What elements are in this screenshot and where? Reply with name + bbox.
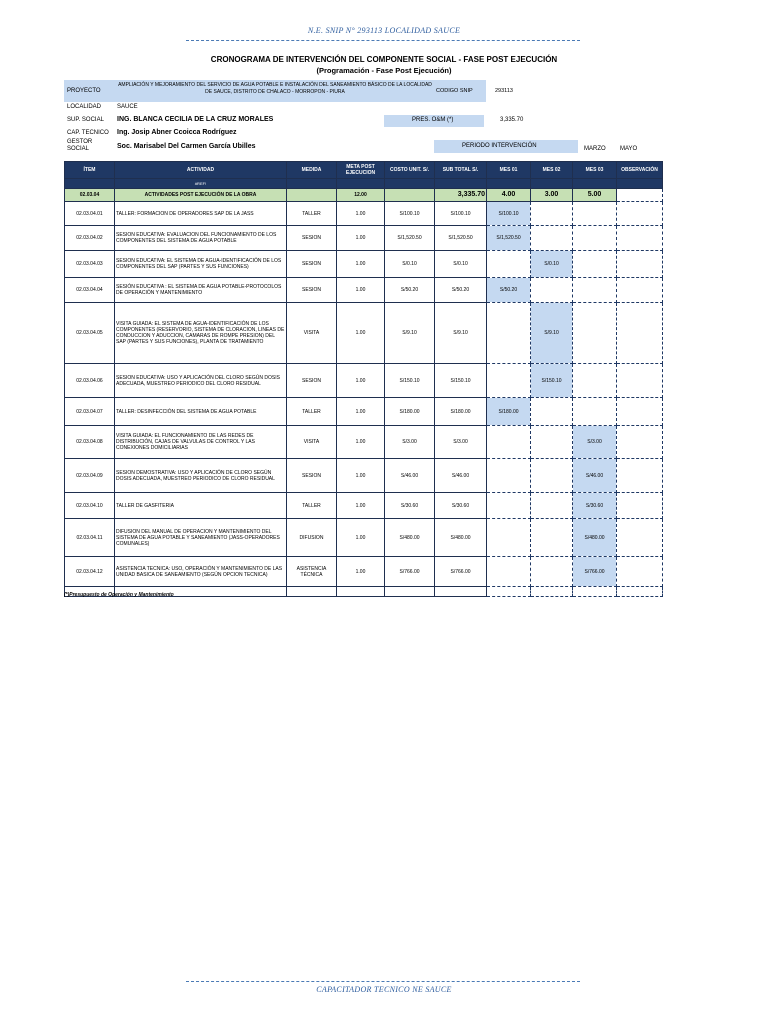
observation-cell: [617, 398, 663, 426]
subtotal: S/46.00: [435, 459, 487, 493]
footnote: (*)Presupuesto de Operación y Mantenimiento: [64, 592, 174, 598]
mes3-cell: S/480.00: [573, 519, 617, 557]
summary-meta: 12.00: [337, 189, 385, 202]
measure: SESION: [287, 251, 337, 278]
mes2-cell: [531, 226, 573, 251]
summary-activity: ACTIVIDADES POST EJECUCIÓN DE LA OBRA: [115, 189, 287, 202]
measure: TALLER: [287, 202, 337, 226]
column-header: MES 02: [531, 162, 573, 179]
unit-cost: S/150.10: [385, 364, 435, 398]
unit-cost: S/1,520.50: [385, 226, 435, 251]
unit-cost: S/0.10: [385, 251, 435, 278]
subtotal: S/0.10: [435, 251, 487, 278]
measure: SESION: [287, 226, 337, 251]
sup-label: SUP. SOCIAL: [67, 117, 104, 123]
mes1-cell: S/50.20: [487, 278, 531, 303]
summary-item: 02.03.04: [65, 189, 115, 202]
ref-cell: [617, 179, 663, 189]
activity-description: ASISTENCIA TECNICA: USO, OPERACIÓN Y MANTENIMIENTO DE LAS UNIDAD BASICA DE SANEAMIENTO (SEGÚN OPCION TECNICA): [115, 557, 287, 587]
summary-mes2: 3.00: [531, 189, 573, 202]
measure: SESION: [287, 278, 337, 303]
mes1-cell: [487, 519, 531, 557]
activity-description: TALLER DE GASFITERIA: [115, 493, 287, 519]
column-header: ACTIVIDAD: [115, 162, 287, 179]
unit-cost: S/100.10: [385, 202, 435, 226]
ref-cell: [385, 179, 435, 189]
subtotal: S/480.00: [435, 519, 487, 557]
measure: SESION: [287, 459, 337, 493]
measure: VISITA: [287, 303, 337, 364]
mes1-cell: [487, 303, 531, 364]
empty-cell: [337, 587, 385, 597]
periodo-label: PERIODO INTERVENCIÓN: [462, 143, 537, 149]
activity-description: TALLER: DESINFECCIÓN DEL SISTEMA DE AGUA POTABLE: [115, 398, 287, 426]
summary-row: [65, 189, 663, 202]
table-row: [65, 426, 663, 459]
mes2-cell: [531, 278, 573, 303]
table-row: [65, 398, 663, 426]
codigo-value: 293113: [495, 88, 513, 94]
table-row: [65, 557, 663, 587]
mes1-cell: S/180.00: [487, 398, 531, 426]
subtotal: S/100.10: [435, 202, 487, 226]
cap-label: CAP. TECNICO: [67, 130, 109, 136]
mes1-cell: S/100.10: [487, 202, 531, 226]
document-title: CRONOGRAMA DE INTERVENCIÓN DEL COMPONENTE SOCIAL - FASE POST EJECUCIÓN: [210, 55, 558, 64]
empty-cell: [531, 587, 573, 597]
item-code: 02.03.04.05: [65, 303, 115, 364]
mes1-cell: [487, 251, 531, 278]
mes3-cell: [573, 251, 617, 278]
meta-value: 1.00: [337, 398, 385, 426]
empty-cell: [385, 587, 435, 597]
subtotal: S/180.00: [435, 398, 487, 426]
summary-observacion: [617, 189, 663, 202]
unit-cost: S/480.00: [385, 519, 435, 557]
table-row: [65, 202, 663, 226]
activity-description: TALLER: FORMACION DE OPERADORES SAP DE LA JASS: [115, 202, 287, 226]
meta-value: 1.00: [337, 251, 385, 278]
ref-cell: [287, 179, 337, 189]
column-header: MES 01: [487, 162, 531, 179]
table-row: [65, 251, 663, 278]
column-header: META POST EJECUCION: [337, 162, 385, 179]
ref-cell: [435, 179, 487, 189]
subtotal: S/766.00: [435, 557, 487, 587]
item-code: 02.03.04.08: [65, 426, 115, 459]
mes1-cell: [487, 459, 531, 493]
summary-costo: [385, 189, 435, 202]
mes2-cell: [531, 459, 573, 493]
snip-header: N.E. SNIP N° 293113 LOCALIDAD SAUCE: [307, 26, 461, 35]
ref-cell: [337, 179, 385, 189]
unit-cost: S/46.00: [385, 459, 435, 493]
observation-cell: [617, 459, 663, 493]
observation-cell: [617, 493, 663, 519]
table-row: [65, 226, 663, 251]
item-code: 02.03.04.02: [65, 226, 115, 251]
meta-value: 1.00: [337, 493, 385, 519]
mes2-cell: [531, 493, 573, 519]
meta-value: 1.00: [337, 202, 385, 226]
subtotal: S/150.10: [435, 364, 487, 398]
observation-cell: [617, 426, 663, 459]
item-code: 02.03.04.01: [65, 202, 115, 226]
footer-text: CAPACITADOR TECNICO NE SAUCE: [316, 985, 452, 994]
activity-description: VISITA GUIADA: EL FUNCIONAMIENTO DE LAS REDES DE DISTRIBUCIÓN, CAJAS DE VALVULAS DE CONTROL Y LAS CONEXIONES DOMICILIARIAS: [115, 426, 287, 459]
subtotal: S/30.60: [435, 493, 487, 519]
mes2-cell: S/150.10: [531, 364, 573, 398]
ref-error-text: #REF!: [115, 179, 287, 189]
activity-description: SESION EDUCATIVA: EVALUACION DEL FUNCIONAMIENTO DE LOS COMPONENTES DEL SISTEMA DE AGUA POTABLE: [115, 226, 287, 251]
periodo-start: MARZO: [584, 146, 606, 152]
column-header: ÍTEM: [65, 162, 115, 179]
codigo-label: CODIGO SNIP: [436, 88, 473, 94]
proyecto-value: AMPLIACIÓN Y MEJORAMIENTO DEL SERVICIO DE AGUA POTABLE E INSTALACIÓN DEL SANEAMIENTO BÁSICO DE LA LOCALIDAD DE SAUCE, DISTRITO DE CHALACO - MORROPON - PIURA: [118, 82, 432, 95]
summary-medida: [287, 189, 337, 202]
meta-value: 1.00: [337, 557, 385, 587]
observation-cell: [617, 303, 663, 364]
table-row: [65, 493, 663, 519]
observation-cell: [617, 226, 663, 251]
item-code: 02.03.04.03: [65, 251, 115, 278]
table-row: [65, 519, 663, 557]
activity-description: VISITA GUIADA: EL SISTEMA DE AGUA-IDENTIFICACIÓN DE LOS COMPONENTES (RESERVORIO, SISTEMA DE CLORACION, LINEAS DE CONDUCCION Y ADUCCION, CAMARAS DE ROMPE PRESION) DEL SAP (PARTES Y SUS FUNCIONES), PLANTA DE TRATAMIENTO: [115, 303, 287, 364]
header-divider: [186, 40, 580, 41]
item-code: 02.03.04.04: [65, 278, 115, 303]
mes3-cell: [573, 303, 617, 364]
summary-mes3: 5.00: [573, 189, 617, 202]
localidad-label: LOCALIDAD: [67, 104, 102, 110]
activity-description: SESION EDUCATIVA: EL SISTEMA DE AGUA-IDENTIFICACIÓN DE LOS COMPONENTES DEL SAP (PARTES Y SUS FUNCIONES): [115, 251, 287, 278]
unit-cost: S/9.10: [385, 303, 435, 364]
mes1-cell: [487, 557, 531, 587]
meta-value: 1.00: [337, 278, 385, 303]
meta-value: 1.00: [337, 459, 385, 493]
mes2-cell: [531, 519, 573, 557]
ref-cell: [573, 179, 617, 189]
observation-cell: [617, 557, 663, 587]
footer-divider: [186, 981, 580, 982]
summary-subtotal: 3,335.70: [435, 189, 487, 202]
mes3-cell: [573, 202, 617, 226]
mes3-cell: [573, 364, 617, 398]
unit-cost: S/766.00: [385, 557, 435, 587]
observation-cell: [617, 278, 663, 303]
unit-cost: S/180.00: [385, 398, 435, 426]
localidad-value: SAUCE: [117, 104, 138, 110]
summary-mes1: 4.00: [487, 189, 531, 202]
ref-cell: [487, 179, 531, 189]
mes3-cell: S/46.00: [573, 459, 617, 493]
meta-value: 1.00: [337, 226, 385, 251]
column-header: COSTO UNIT. S/.: [385, 162, 435, 179]
measure: ASISTENCIA TÉCNICA: [287, 557, 337, 587]
mes3-cell: S/3.00: [573, 426, 617, 459]
column-header: OBSERVACIÓN: [617, 162, 663, 179]
measure: SESION: [287, 364, 337, 398]
meta-value: 1.00: [337, 364, 385, 398]
meta-value: 1.00: [337, 426, 385, 459]
activity-description: SESION EDUCATIVA: USO Y APLICACIÓN DEL CLORO SEGÚN DOSIS ADECUADA, MUESTREO PERIODICO DEL CLORO RESIDUAL: [115, 364, 287, 398]
ref-cell: [65, 179, 115, 189]
pres-value: 3,335.70: [500, 117, 524, 123]
meta-value: 1.00: [337, 519, 385, 557]
sup-value: ING. BLANCA CECILIA DE LA CRUZ MORALES: [117, 116, 274, 123]
item-code: 02.03.04.10: [65, 493, 115, 519]
gestor-label: GESTOR SOCIAL: [67, 139, 93, 152]
ref-row: [65, 179, 663, 189]
pres-label: PRES. O&M (*): [412, 117, 454, 123]
measure: TALLER: [287, 398, 337, 426]
cap-value: Ing. Josip Abner Ccoicca Rodríguez: [117, 129, 237, 136]
mes3-cell: S/766.00: [573, 557, 617, 587]
mes2-cell: S/9.10: [531, 303, 573, 364]
activity-description: SESIÓN EDUCATIVA : EL SISTEMA DE AGUA POTABLE-PROTOCOLOS DE OPERACIÓN Y MANTENIMIENTO: [115, 278, 287, 303]
mes1-cell: S/1,520.50: [487, 226, 531, 251]
schedule-table: [64, 161, 663, 597]
subtotal: S/9.10: [435, 303, 487, 364]
table-row: [65, 364, 663, 398]
item-code: 02.03.04.06: [65, 364, 115, 398]
item-code: 02.03.04.07: [65, 398, 115, 426]
table-row: [65, 303, 663, 364]
gestor-value: Soc. Marisabel Del Carmen García Ubilles: [117, 143, 256, 150]
table-row: [65, 278, 663, 303]
meta-value: 1.00: [337, 303, 385, 364]
mes2-cell: S/0.10: [531, 251, 573, 278]
unit-cost: S/50.20: [385, 278, 435, 303]
empty-cell: [487, 587, 531, 597]
mes3-cell: [573, 398, 617, 426]
observation-cell: [617, 364, 663, 398]
observation-cell: [617, 202, 663, 226]
empty-cell: [287, 587, 337, 597]
table-row: [65, 459, 663, 493]
mes1-cell: [487, 493, 531, 519]
proyecto-label: PROYECTO: [67, 88, 101, 94]
activity-description: DIFUSION DEL MANUAL DE OPERACION Y MANTENIMIENTO DEL SISTEMA DE AGUA POTABLE Y SANEAMIENTO (JASS-OPERADORES COMUNALES): [115, 519, 287, 557]
item-code: 02.03.04.09: [65, 459, 115, 493]
measure: TALLER: [287, 493, 337, 519]
item-code: 02.03.04.12: [65, 557, 115, 587]
mes1-cell: [487, 364, 531, 398]
empty-cell: [573, 587, 617, 597]
subtotal: S/3.00: [435, 426, 487, 459]
subtotal: S/50.20: [435, 278, 487, 303]
mes2-cell: [531, 557, 573, 587]
column-header: SUB TOTAL S/.: [435, 162, 487, 179]
mes2-cell: [531, 202, 573, 226]
mes1-cell: [487, 426, 531, 459]
subtotal: S/1,520.50: [435, 226, 487, 251]
observation-cell: [617, 519, 663, 557]
measure: DIFUSION: [287, 519, 337, 557]
item-code: 02.03.04.11: [65, 519, 115, 557]
ref-cell: [531, 179, 573, 189]
activity-description: SESION DEMOSTRATIVA: USO Y APLICACIÓN DE CLORO SEGÚN DOSIS ADECUADA, MUESTREO PERIODICO DE CLORO RESIDUAL: [115, 459, 287, 493]
empty-cell: [435, 587, 487, 597]
unit-cost: S/3.00: [385, 426, 435, 459]
mes3-cell: [573, 278, 617, 303]
column-header: MEDIDA: [287, 162, 337, 179]
mes3-cell: S/30.60: [573, 493, 617, 519]
mes3-cell: [573, 226, 617, 251]
measure: VISITA: [287, 426, 337, 459]
periodo-end: MAYO: [620, 146, 638, 152]
mes2-cell: [531, 398, 573, 426]
observation-cell: [617, 251, 663, 278]
document-subtitle: (Programación - Fase Post Ejecución): [316, 66, 452, 75]
table-header-row: [65, 162, 663, 179]
unit-cost: S/30.60: [385, 493, 435, 519]
column-header: MES 03: [573, 162, 617, 179]
mes2-cell: [531, 426, 573, 459]
empty-cell: [617, 587, 663, 597]
